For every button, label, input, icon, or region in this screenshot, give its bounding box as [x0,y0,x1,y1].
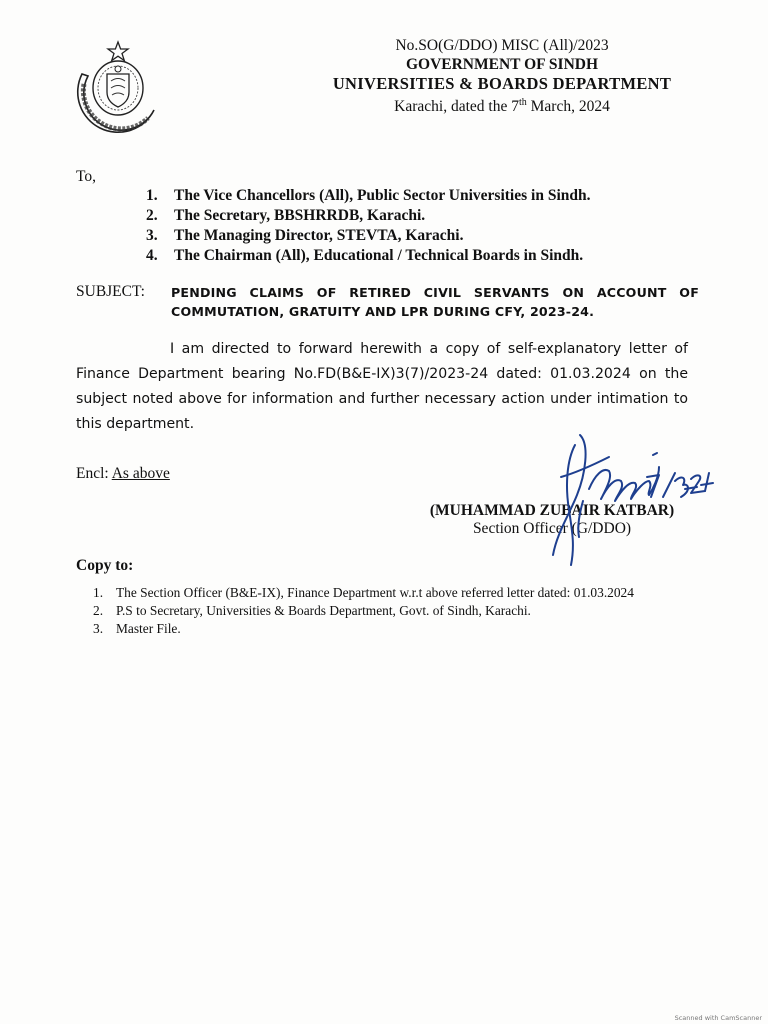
enclosure-value: As above [111,465,170,482]
letter-date-ordinal: th [518,97,527,108]
subject-label: SUBJECT: [76,283,145,300]
enclosure-label: Encl: [76,465,112,482]
copy-to-number: 3. [93,621,104,636]
enclosure-line [76,465,170,483]
letter-date [300,93,704,116]
signatory-designation: Section Officer (G/DDO) [472,520,632,537]
scanner-watermark: Scanned with CamScanner [674,1014,762,1022]
recipient-number: 1. [146,187,158,204]
recipient-number: 2. [146,207,158,224]
recipient-item [116,246,591,266]
copy-to-text: The Section Officer (B&E-IX), Finance Department w.r.t above referred letter dated: 01.03.2024 [116,585,634,600]
recipient-item [116,186,591,206]
letter-date-suffix: March, 2024 [526,98,610,116]
letter-date-prefix: Karachi, dated the 7 [394,98,519,116]
recipient-item [116,206,591,226]
recipient-list [116,186,591,266]
copy-to-number: 1. [93,585,104,600]
reference-number: No.SO(G/DDO) MISC (All)/2023 [395,37,609,54]
recipient-number: 4. [146,247,158,264]
recipient-item [116,226,591,246]
copy-to-number: 2. [93,603,104,618]
copy-to-text: Master File. [116,621,181,636]
body-text: I am directed to forward herewith a copy of self-explanatory letter of Finance Department bearing No.FD(B&E-IX)3(7)/2023-24 dated: 01.03.2024 on the subject noted above for information and further necessary action under intimation to this department. [76,341,688,432]
to-label: To, [76,168,97,185]
handwritten-signature [535,415,715,575]
copy-to-item [93,620,634,638]
signatory-name: (MUHAMMAD ZUBAIR KATBAR) [429,502,675,519]
letter-header [300,36,704,116]
recipient-text: The Chairman (All), Educational / Technical Boards in Sindh. [174,247,584,264]
recipient-text: The Vice Chancellors (All), Public Sector Universities in Sindh. [174,187,591,204]
department-title: UNIVERSITIES & BOARDS DEPARTMENT [332,74,672,93]
government-title: GOVERNMENT OF SINDH [405,56,599,73]
subject-text: PENDING CLAIMS OF RETIRED CIVIL SERVANTS ON ACCOUNT OF COMMUTATION, GRATUITY AND LPR DURING CFY, 2023-24. [171,285,699,319]
recipient-text: The Managing Director, STEVTA, Karachi. [174,227,464,244]
recipient-text: The Secretary, BBSHRRDB, Karachi. [174,207,426,224]
recipient-number: 3. [146,227,158,244]
copy-to-item [93,584,634,602]
copy-to-heading: Copy to: [76,557,134,574]
copy-to-text: P.S to Secretary, Universities & Boards Department, Govt. of Sindh, Karachi. [116,603,531,618]
copy-to-item [93,602,634,620]
government-of-sindh-emblem-icon [74,40,162,138]
copy-to-list [93,584,634,638]
